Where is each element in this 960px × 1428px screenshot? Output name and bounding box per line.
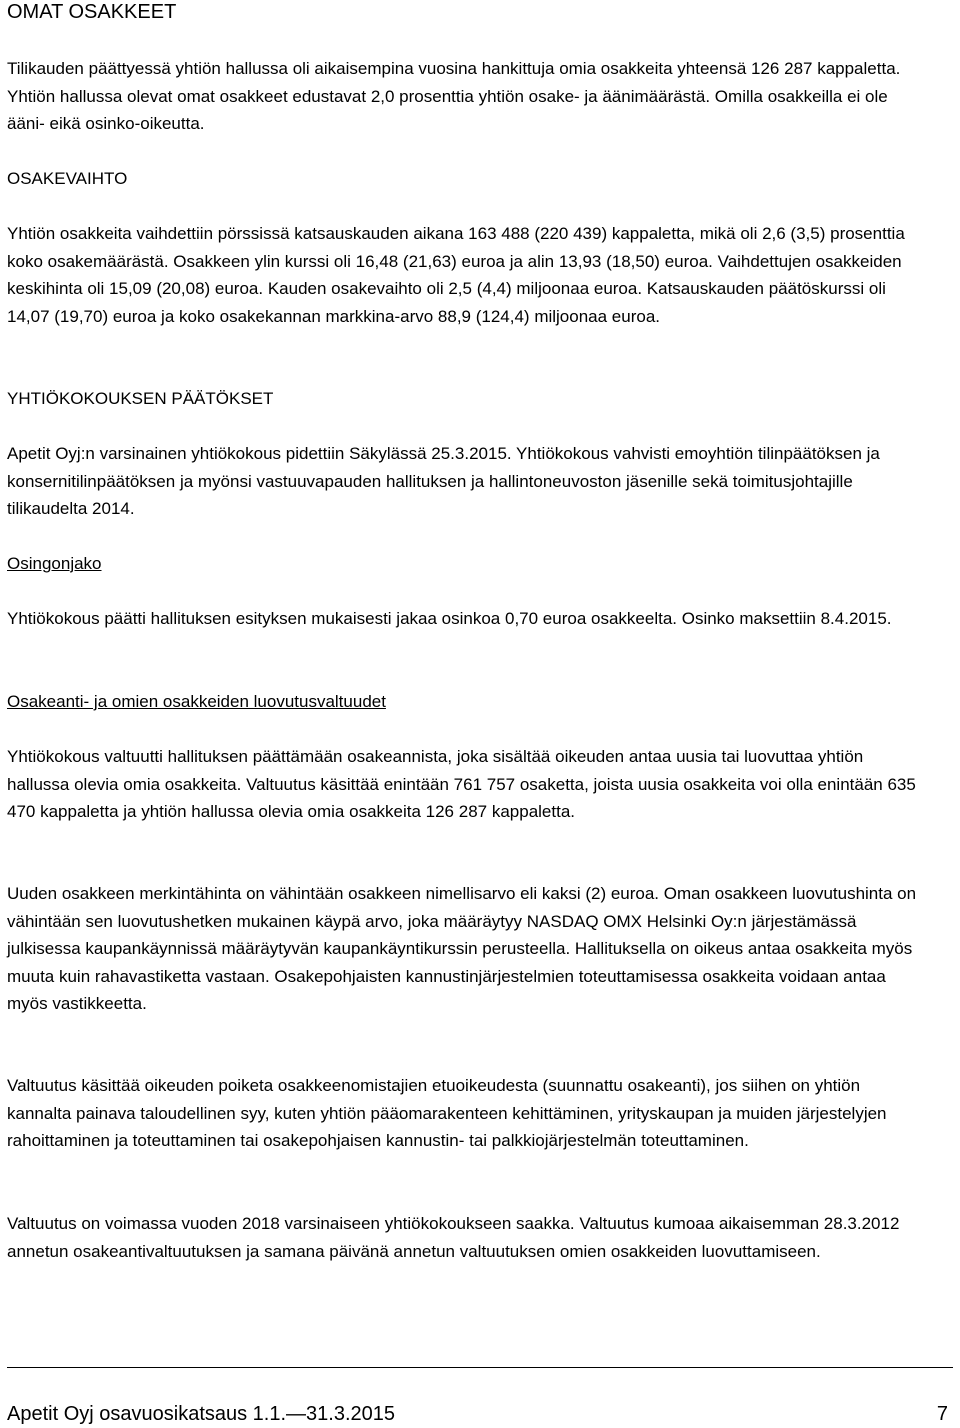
share-trading-paragraph: Yhtiön osakkeita vaihdettiin pörssissä katsauskauden aikana 163 488 (220 439) kappaletta, mikä oli 2,6 (3,5) prosenttia koko osakemäärästä. Osakkeen ylin kurssi oli 16,48 (21,63) euroa ja alin 13,93 (18,50) euroa. Vaihdettujen osakkeiden keskihinta oli 15,09 (20,08) euroa. Kauden osakevaihto oli 2,5 (4,4) miljoonaa euroa. Katsauskauden päätöskurssi oli 14,07 (19,70) euroa ja koko osakekannan markkina-arvo 88,9 (124,4) miljoonaa euroa. [7, 224, 905, 326]
footer-page-number: 7 [936, 1403, 948, 1425]
agm-decisions-paragraph: Apetit Oyj:n varsinainen yhtiökokous pidettiin Säkylässä 25.3.2015. Yhtiökokous vahvisti emoyhtiön tilinpäätöksen ja konsernitilinpäätöksen ja myönsi vastuuvapauden hallituksen ja hallintoneuvoston jäsenille sekä toimitusjohtajille tilikaudelta 2014. [7, 444, 880, 519]
share-issue-paragraph-3: Valtuutus käsittää oikeuden poiketa osakkeenomistajien etuoikeudesta (suunnattu osakeanti), jos siihen on yhtiön kannalta painava taloudellinen syy, kuten yhtiön pääomarakenteen kehittäminen, yrityskaupan ja muiden järjestelyjen rahoittaminen ja toteuttaminen tai osakepohjaisen kannustin- tai palkkiojärjestelmän toteuttaminen. [7, 1076, 887, 1151]
footer-divider [7, 1367, 953, 1368]
own-shares-paragraph: Tilikauden päättyessä yhtiön hallussa oli aikaisempina vuosina hankittuja omia osakkeita yhteensä 126 287 kappaletta. Yhtiön hallussa olevat omat osakkeet edustavat 2,0 prosenttia yhtiön osake- ja äänimäärästä. Omilla osakkeilla ei ole ääni- eikä osinko-oikeutta. [7, 59, 901, 134]
share-issue-paragraph-2: Uuden osakkeen merkintähinta on vähintään osakkeen nimellisarvo eli kaksi (2) euroa. Oman osakkeen luovutushinta on vähintään sen luovutushetken mukainen käypä arvo, joka määräytyy NASDAQ OMX Helsinki Oy:n järjestämässä julkisessa kaupankäynnissä määräytyvän kaupankäyntikurssin perusteella. Hallituksella on oikeus antaa osakkeita myös muuta kuin rahavastiketta vastaan. Osakepohjaisten kannustinjärjestelmien toteuttamisessa osakkeita voidaan antaa myös vastikkeetta. [7, 884, 917, 1014]
footer-publication-title: Apetit Oyj osavuosikatsaus 1.1.—31.3.2015 [7, 1403, 396, 1425]
dividend-paragraph: Yhtiökokous päätti hallituksen esityksen mukaisesti jakaa osinkoa 0,70 euroa osakkeelta. Osinko maksettiin 8.4.2015. [7, 609, 892, 628]
share-issue-paragraph-1: Yhtiökokous valtuutti hallituksen päättämään osakeannista, joka sisältää oikeuden antaa uusia tai luovuttaa yhtiön hallussa olevia omia osakkeita. Valtuutus käsittää enintään 761 757 osaketta, joista uusia osakkeita voi olla enintään 635 470 kappaletta ja yhtiön hallussa olevia omia osakkeita 126 287 kappaletta. [7, 747, 916, 822]
subheading-dividend: Osingonjako [7, 554, 102, 573]
subheading-share-issue-authorization: Osakeanti- ja omien osakkeiden luovutusvaltuudet [7, 692, 386, 711]
section-heading-share-trading: OSAKEVAIHTO [7, 169, 128, 188]
section-heading-agm-decisions: YHTIÖKOKOUKSEN PÄÄTÖKSET [7, 389, 274, 408]
share-issue-paragraph-4: Valtuutus on voimassa vuoden 2018 varsinaiseen yhtiökokoukseen saakka. Valtuutus kumoaa aikaisemman 28.3.2012 annetun osakeantivaltuutuksen ja samana päivänä annetun valtuutuksen omien osakkeiden luovuttamiseen. [7, 1214, 900, 1261]
page-title: OMAT OSAKKEET [7, 1, 177, 23]
